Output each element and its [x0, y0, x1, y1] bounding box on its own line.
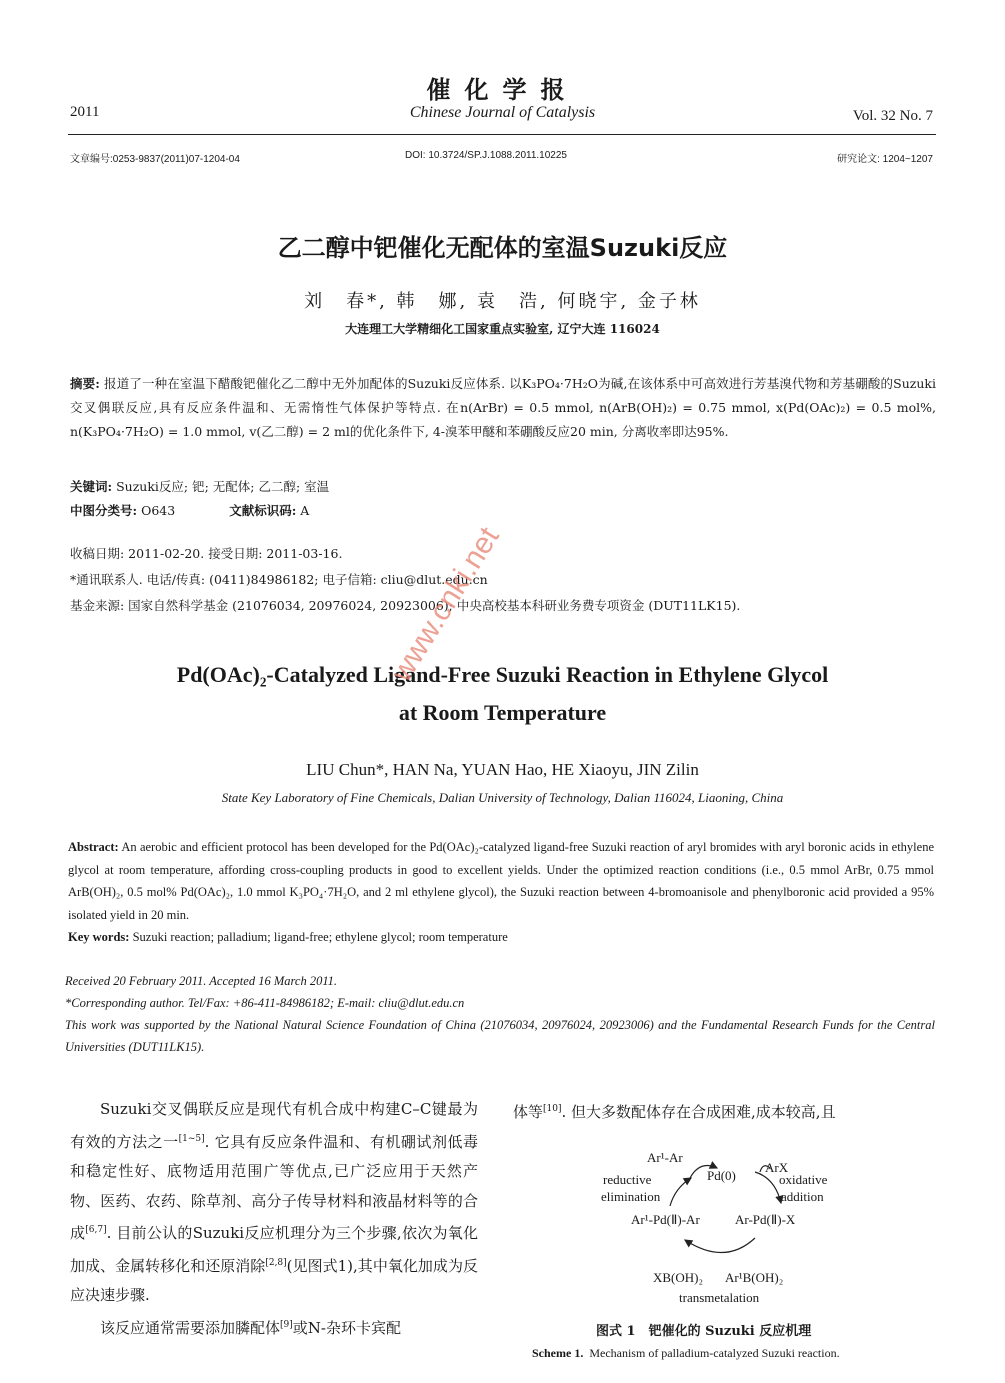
keywords-en-label: Key words:	[68, 930, 130, 944]
journal-name-en: Chinese Journal of Catalysis	[409, 104, 596, 121]
scheme-ar1boh2: Ar¹B(OH)₂	[725, 1270, 784, 1285]
funding-cn: 基金来源: 国家自然科学基金 (21076034, 20976024, 20923006); 中央高校基本科研业务费专项资金 (DUT11LK15).	[70, 598, 741, 613]
authors-en: LIU Chun*, HAN Na, YUAN Hao, HE Xiaoyu, JIN Zilin	[306, 760, 699, 779]
volume: Vol. 32 No. 7	[852, 108, 933, 124]
year: 2011	[70, 104, 100, 120]
scheme-ar-ar: Ar¹-Ar	[647, 1150, 683, 1165]
header-rule	[68, 134, 936, 135]
paper-type: 研究论文: 1204~1207	[837, 154, 933, 165]
scheme-elimination: elimination	[601, 1189, 661, 1204]
affiliation-en: State Key Laboratory of Fine Chemicals, Dalian University of Technology, Dalian 116024, Liaoning, China	[221, 790, 784, 805]
title-en: Pd(OAc)₂-Catalyzed Ligand-Free Suzuki Reaction in Ethylene Glycol at Room Temperature	[176, 662, 829, 725]
received-cn: 收稿日期: 2011-02-20. 接受日期: 2011-03-16.	[70, 546, 343, 561]
scheme-1-diagram	[595, 1148, 855, 1313]
scheme-caption-en: Scheme 1. Mechanism of palladium-catalyzed Suzuki reaction.	[532, 1346, 840, 1360]
scheme-oxidative: oxidative	[779, 1172, 828, 1187]
abstract-cn: 摘要: 报道了一种在室温下醋酸钯催化乙二醇中无外加配体的Suzuki反应体系. 以K₃PO₄·7H₂O为碱,在该体系中可高效进行芳基溴代物和芳基硼酸的Suzuki交叉偶联反应,具有反应条件温和、无需惰性气体保护等特点. 在n(ArBr) = 0.5 mmol, n(ArB(OH)₂) = 0.75 mmol, x(Pd(OAc)₂) = 0.5 mol%, n(K₃PO₄·7H₂O) = 1.0 mmol, v(乙二醇) = 2 ml的优化条件下, 4-溴苯甲醚和苯硼酸反应20 min, 分离收率即达95%.	[70, 376, 936, 439]
classification-cn: 中图分类号: O643 文献标识码: A	[70, 503, 310, 518]
scheme-arx: ArX	[765, 1160, 789, 1175]
abstract-en: Abstract: An aerobic and efficient protocol has been developed for the Pd(OAc)₂-catalyzed ligand-free Suzuki reaction of aryl bromides with aryl boronic acids in ethylene glycol at room temperature, affording cross-coupling products in good to excellent yields. Under the optimized reaction conditions (i.e., 0.5 mmol ArBr, 0.75 mmol ArB(OH)₂, 0.5 mol% Pd(OAc)₂, 1.0 mmol K₃PO₄·7H₂O, and 2 ml ethylene glycol), the Suzuki reaction between 4-bromoanisole and phenylboronic acid provided a 95% isolated yield in 20 min. Key words: Suzuki reaction; palladium; ligand-free; ethylene glycol; room temperature	[68, 840, 934, 944]
affiliation-cn: 大连理工大学精细化工国家重点实验室, 辽宁大连 116024	[345, 322, 660, 336]
scheme-pd0: Pd(0)	[707, 1168, 736, 1183]
corresponding-cn: *通讯联系人. 电话/传真: (0411)84986182; 电子信箱: cliu@dlut.edu.cn	[70, 572, 488, 587]
scheme-addition: addition	[781, 1189, 824, 1204]
scheme-left-complex: Ar¹-Pd(Ⅱ)-Ar	[631, 1212, 700, 1227]
watermark: www.cnki.net	[385, 521, 506, 688]
scheme-xboh2: XB(OH)₂	[653, 1270, 704, 1285]
scheme-right-complex: Ar-Pd(Ⅱ)-X	[735, 1212, 796, 1227]
body-text-right: 体等[10]. 但大多数配体存在合成困难,成本较高,且	[513, 1103, 836, 1121]
scheme-caption-cn: 图式 1 钯催化的 Suzuki 反应机理	[596, 1324, 812, 1339]
authors-cn: 刘 春*, 韩 娜, 袁 浩, 何晓宇, 金子林	[304, 291, 701, 312]
keywords-cn: 关键词: Suzuki反应; 钯; 无配体; 乙二醇; 室温	[70, 479, 330, 494]
keywords-en: Suzuki reaction; palladium; ligand-free; ethylene glycol; room temperature	[132, 930, 508, 944]
journal-name-cn: 催化学报	[426, 75, 579, 104]
article-number: 文章编号:0253-9837(2011)07-1204-04	[70, 154, 240, 165]
body-text-left: Suzuki交叉偶联反应是现代有机合成中构建C–C键最为有效的方法之一[1~5]. 它具有反应条件温和、有机硼试剂低毒和稳定性好、底物适用范围广等优点,已广泛应用于天然产物、医药、农药、除草剂、高分子传导材料和液晶材料等的合成[6,7]. 目前公认的Suzuki反应机理分为三个步骤,依次为氧化加成、金属转移化和还原消除[2,8](见图式1),其中氧化加成为反应决速步骤. 该反应通常需要添加膦配体[9]或N-杂环卡宾配	[70, 1100, 478, 1337]
doi: DOI: 10.3724/SP.J.1088.2011.10225	[405, 150, 567, 161]
received-en-block: Received 20 February 2011. Accepted 16 March 2011. *Corresponding author. Tel/Fax: +86-411-84986182; E-mail: cliu@dlut.edu.cn This work was supported by the National Natural Science Foundation of China (21076034, 20976024, 20923006) and the Fundamental Research Funds for the Central Universities (DUT11LK15).	[65, 974, 935, 1054]
scheme-transmetalation: transmetalation	[679, 1290, 760, 1305]
scheme-reductive: reductive	[603, 1172, 652, 1187]
title-cn: 乙二醇中钯催化无配体的室温Suzuki反应	[277, 234, 728, 262]
